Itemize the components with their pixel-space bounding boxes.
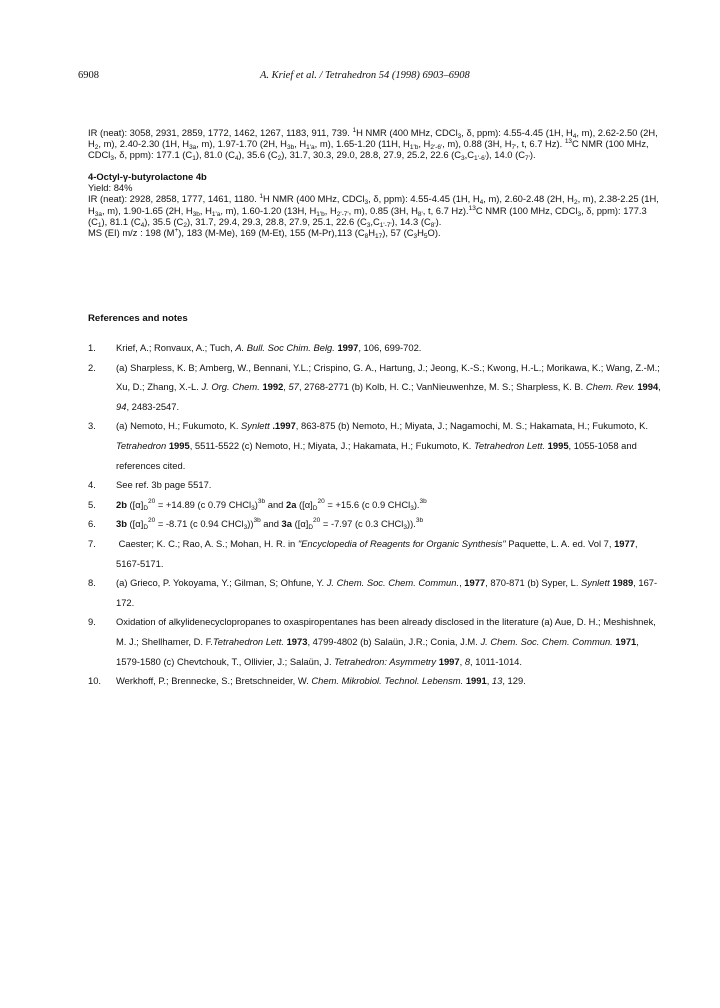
reference-item: 5. 2b ($[\alpha]_D^{20} = +14.89$ (c 0.79 CHCl$_3$)$^{3b}$ and 2a ($[\alpha]_D^{20} = +15.6$ (c 0.9 CHCl$_3$).$^{3b}$ [88,497,427,512]
reference-item: 2. (a) Sharpless, K. B; Amberg, W., Bennani, Y.L.; Crispino, G. A., Hartung, J.; Jeong, K.-S.; Kwong, H.-L.; Morikawa, K.; Wang, Z.-M.; Xu, D.; Zhang, X.-L. J. Org. Chem. 1992, 57, 2768-2771 (b) Kolb, H. C.; VanNieuwenhze, M. S.; Sharpless, K. B. Chem. Rev. 1994, 94, 2483-2547. [88,361,661,412]
reference-item: 9. Oxidation of alkylidenecyclopropanes to oxaspiropentanes has been already disclosed in the literature (a) Aue, D. H.; Meshishnek, M. J.; Shellhamer, D. F.Tetrahedron Lett. 1973, 4799-4802 (b) Salaün, J.R.; Conia, J.M. J. Chem. Soc. Chem. Commun. 1971, 1579-1580 (c) Chevtchouk, T., Ollivier, J.; Salaün, J. Tetrahedron: Asymmetry 1997, 8, 1011-1014. [88,616,656,667]
journal-citation: A. Krief et al. / Tetrahedron 54 (1998) 6903–6908 [260,70,470,81]
reference-item: 7. Caester; K. C.; Rao, A. S.; Mohan, H. R. in "Encyclopedia of Reagents for Organic Synthesis" Paquette, L. A. ed. Vol 7, 1977, 5167-5171. [88,537,638,569]
reference-item: 10. Werkhoff, P.; Brennecke, S.; Bretschneider, W. Chem. Mikrobiol. Technol. Lebensm. 1991, 13, 129. [88,675,526,687]
reference-item: 8. (a) Grieco, P. Yokoyama, Y.; Gilman, S; Ohfune, Y. J. Chem. Soc. Chem. Commun., 1977, 870-871 (b) Syper, L. Synlett 1989, 167-172. [88,577,658,608]
reference-item: 3. (a) Nemoto, H.; Fukumoto, K. Synlett .1997, 863-875 (b) Nemoto, H.; Miyata, J.; Nagamochi, M. S.; Hakamata, H.; Fukumoto, K. Tetrahedron 1995, 5511-5522 (c) Nemoto, H.; Miyata, J.; Hakamata, H.; Fukumoto, K. Tetrahedron Lett. 1995, 1055-1058 and references cited. [88,420,649,471]
yield: Yield: 84% [88,182,133,194]
ms-data: MS (EI) m/z : 198 (M+), 183 (M-Me), 169 (M-Et), 155 (M-Pr),113 $(C_8H_{17})$, 57 $(C_3H_5O)$. [88,226,441,240]
page-number: 6908 [78,70,99,81]
running-header [78,70,660,84]
section-heading: References and notes [88,313,188,324]
reference-list [88,338,663,691]
ir-nmr-paragraph: IR (neat): 3058, 2931, 2859, 1772, 1462, 1267, 1183, 911, 739. $^1$H NMR (400 MHz, CDCl$_3$, δ, ppm): 4.55-4.45 (1H, $H_4$, m), 2.62-2.50 (2H, $H_2$, m), 2.40-2.30 (1H, $H_{3a}$, m), 1.97-1.70 (2H, $H_{3b}$, $H_{1'a}$, m), 1.65-1.20 (11H, $H_{1'b}$, $H_{2'-6'}$, m), 0.88 (3H, $H_{7'}$, t, 6.7 Hz). $^{13}$C NMR (100 MHz, CDCl$_3$, δ, ppm): 177.1 $(C_1)$, 81.0 $(C_4)$, 35.6 $(C_2)$, 31.7, 30.3, 29.0, 28.8, 27.9, 25.2, 22.6 $(C_3,C_{1'-6'})$, 14.0 $(C_{7'})$. [88,127,658,163]
reference-item: 6. 3b ($[\alpha]_D^{20} = -8.71$ (c 0.94 CHCl$_3$))$^{3b}$ and 3a ($[\alpha]_D^{20} = -7.97$ (c 0.3 CHCl$_3$)).$^{3b}$ [88,517,424,532]
experimental-text [88,127,663,238]
reference-item: 4. See ref. 3b page 5517. [88,479,212,491]
reference-item: 1. Krief, A.; Ronvaux, A.; Tuch, A. Bull. Soc Chim. Belg. 1997, 106, 699-702. [88,342,422,353]
ir-nmr-paragraph-4b: IR (neat): 2928, 2858, 1777, 1461, 1180. $^1$H NMR (400 MHz, CDCl$_3$, δ, ppm): 4.55-4.45 (1H, $H_4$, m), 2.60-2.48 (2H, $H_2$, m), 2.38-2.25 (1H, $H_{3a}$, m), 1.90-1.65 (2H, $H_{3b}$, $H_{1'a}$, m), 1.60-1.20 (13H, $H_{1'b}$, $H_{2'-7'}$, m), 0.85 (3H, $H_{8'}$, t, 6.7 Hz).$^{13}$C NMR (100 MHz, CDCl$_3$, δ, ppm): 177.3 $(C_1)$, 81.1 $(C_4)$, 35.5 $(C_2)$, 31.7, 29.4, 29.3, 28.8, 27.9, 25.1, 22.6 $(C_3,C_{1'-7'})$, 14.3 $(C_{8'})$. [88,193,659,229]
compound-name: 4-Octyl-γ-butyrolactone 4b [88,171,207,183]
